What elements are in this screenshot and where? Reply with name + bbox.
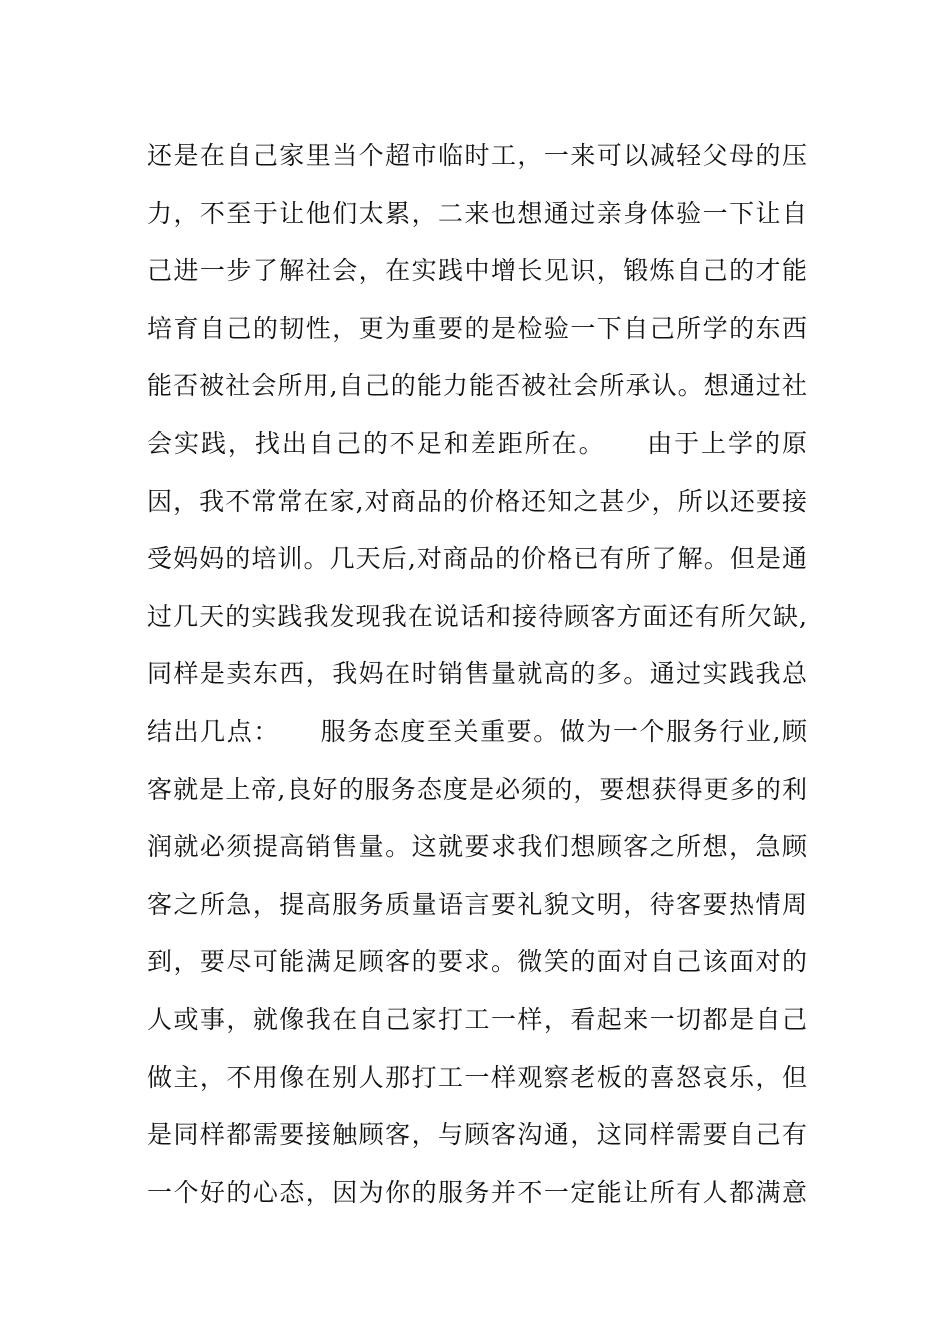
text-line: 还是在自己家里当个超市临时工，一来可以减轻父母的压 — [147, 141, 807, 170]
text-line: 一个好的心态，因为你的服务并不一定能让所有人都满意 — [147, 1177, 807, 1207]
text-line: 因，我不常常在家,对商品的价格还知之甚少，所以还要接 — [147, 486, 807, 516]
text-line: 力，不至于让他们太累，二来也想通过亲身体验一下让自 — [147, 198, 807, 228]
text-line: 是同样都需要接触顾客，与顾客沟通，这同样需要自己有 — [147, 1120, 807, 1150]
text-line: 结出几点： 服务态度至关重要。做为一个服务行业,顾 — [147, 716, 807, 746]
text-line: 润就必须提高销售量。这就要求我们想顾客之所想，急顾 — [147, 832, 807, 862]
text-line: 受妈妈的培训。几天后,对商品的价格已有所了解。但是通 — [147, 544, 807, 574]
text-line: 同样是卖东西，我妈在时销售量就高的多。通过实践我总 — [147, 659, 807, 689]
text-line: 做主，不用像在别人那打工一样观察老板的喜怒哀乐，但 — [147, 1062, 807, 1092]
text-line: 客之所急，提高服务质量语言要礼貌文明，待客要热情周 — [147, 889, 807, 919]
text-line: 能否被社会所用,自己的能力能否被社会所承认。想通过社 — [147, 371, 807, 401]
text-line: 会实践，找出自己的不足和差距所在。 由于上学的原 — [147, 428, 807, 458]
text-line: 客就是上帝,良好的服务态度是必须的，要想获得更多的利 — [147, 774, 807, 804]
text-line: 己进一步了解社会，在实践中增长见识，锻炼自己的才能 — [147, 256, 807, 286]
text-line: 培育自己的韧性，更为重要的是检验一下自己所学的东西 — [147, 313, 807, 343]
text-line: 过几天的实践我发现我在说话和接待顾客方面还有所欠缺, — [147, 601, 807, 631]
body-text — [147, 127, 807, 1221]
text-line: 人或事，就像我在自己家打工一样，看起来一切都是自己 — [147, 1004, 807, 1034]
text-line: 到，要尽可能满足顾客的要求。微笑的面对自己该面对的 — [147, 947, 807, 977]
